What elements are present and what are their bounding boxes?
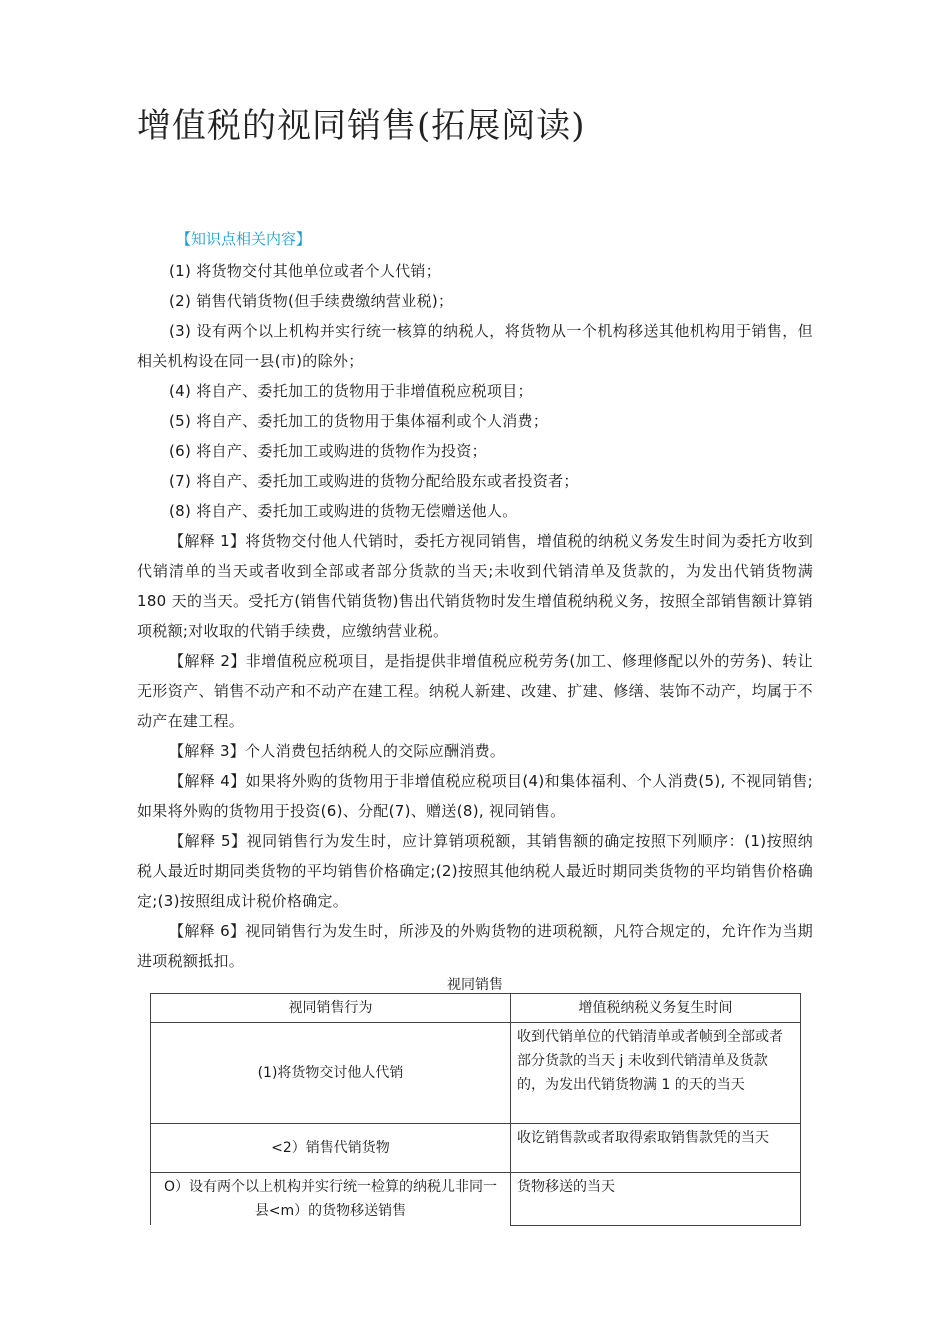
table-row	[151, 1173, 801, 1226]
list-item: (3) 设有两个以上机构并实行统一核算的纳税人，将货物从一个机构移送其他机构用于销售，但相关机构设在同一县(市)的除外；	[137, 322, 813, 370]
page-title: 增值税的视同销售(拓展阅读)	[137, 106, 586, 146]
table-cell: <2）销售代销货物	[151, 1124, 511, 1173]
table-cell: 收讫销售款或者取得索取销售款凭的当天	[511, 1124, 801, 1173]
explanation-paragraph: 【解释 6】视同销售行为发生时，所涉及的外购货物的进项税额，凡符合规定的，允许作为当期进项税额抵扣。	[137, 922, 813, 970]
table-header-row	[151, 994, 801, 1023]
section-heading: 【知识点相关内容】	[176, 230, 312, 248]
explanation-paragraph: 【解释 2】非增值税应税项目，是指提供非增值税应税劳务(加工、修理修配以外的劳务)、转让无形资产、销售不动产和不动产在建工程。纳税人新建、改建、扩建、修缮、装饰不动产，均属于不动产在建工程。	[137, 652, 813, 730]
table-cell: O）设有两个以上机构并实行统一检算的纳税儿非同一县<m）的货物移送销售	[151, 1173, 511, 1226]
list-item: (5) 将自产、委托加工的货物用于集体福利或个人消费；	[169, 412, 549, 430]
explanation-paragraph: 【解释 3】个人消费包括纳税人的交际应酬消费。	[169, 742, 506, 760]
body-text	[137, 256, 813, 976]
table-row	[151, 1124, 801, 1173]
table-header-cell: 增值税纳税义务复生时间	[511, 994, 801, 1023]
table-cell: 货物移送的当天	[511, 1173, 801, 1226]
table-cell: (1)将货物交讨他人代销	[151, 1023, 511, 1124]
explanation-paragraph: 【解释 4】如果将外购的货物用于非增值税应税项目(4)和集体福利、个人消费(5), 不视同销售;如果将外购的货物用于投资(6)、分配(7)、赠送(8), 视同销售。	[137, 772, 813, 820]
list-item: (1) 将货物交付其他单位或者个人代销；	[169, 262, 442, 280]
explanation-paragraph: 【解释 1】将货物交付他人代销时，委托方视同销售，增值税的纳税义务发生时间为委托方收到代销清单的当天或者收到全部或者部分货款的当天;未收到代销清单及货款的，为发出代销货物满 180 天的当天。受托方(销售代销货物)售出代销货物时发生增值税纳税义务，按照全部销售额计算销项税额;对收取的代销手续费，应缴纳营业税。	[137, 532, 813, 640]
table-header-cell: 视同销售行为	[151, 994, 511, 1023]
list-item: (7) 将自产、委托加工或购进的货物分配给股东或者投资者；	[169, 472, 579, 490]
list-item: (8) 将自产、委托加工或购进的货物无偿赠送他人。	[169, 502, 518, 520]
list-item: (6) 将自产、委托加工或购进的货物作为投资；	[169, 442, 487, 460]
table-caption: 视同销售	[447, 977, 503, 993]
sales-table	[150, 993, 801, 1226]
table-cell: 收到代销单位的代销清单或者帧到全部或者部分货款的当天 j 未收到代销清单及货款的，为发出代销货物满 1 的天的当天	[511, 1023, 801, 1124]
list-item: (2) 销售代销货物(但手续费缴纳营业税)；	[169, 292, 454, 310]
list-item: (4) 将自产、委托加工的货物用于非增值税应税项目；	[169, 382, 533, 400]
table-row	[151, 1023, 801, 1124]
explanation-paragraph: 【解释 5】视同销售行为发生时，应计算销项税额，其销售额的确定按照下列顺序：(1)按照纳税人最近时期同类货物的平均销售价格确定;(2)按照其他纳税人最近时期同类货物的平均销售价格确定;(3)按照组成计税价格确定。	[137, 832, 813, 910]
